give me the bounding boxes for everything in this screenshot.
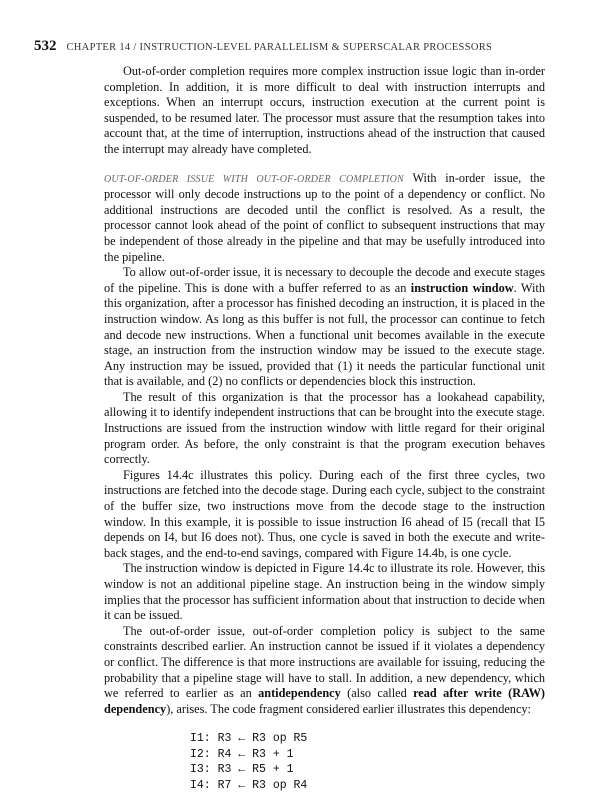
paragraph-window-role: The instruction window is depicted in Figure 14.4c to illustrate its role. However, this window is not an additional pipeline stage. An instruction being in the window simply implies that the processor has sufficient information about that instruction to decide when it can be issued. xyxy=(104,561,545,623)
code-line: I4: R7 ← R3 op R4 xyxy=(190,778,308,792)
paragraph-out-of-order-issue xyxy=(104,171,545,266)
paragraph-lookahead: The result of this organization is that the processor has a lookahead capability, allowing it to identify independent instructions that can be brought into the execute stage. Instructions are issued from the instruction window with little regard for their original program order. As before, the only constraint is that the program execution behaves correctly. xyxy=(104,389,545,467)
paragraph-completion-logic: Out-of-order completion requires more complex instruction issue logic than in-order completion. In addition, it is more difficult to deal with instruction interrupts and exceptions. When an interrupt occurs, instruction execution at the current point is suspended, to be resumed later. The processor must assure that the resumption takes into account that, at the time of interruption, instructions ahead of the instruction that caused the interrupt may already have completed. xyxy=(104,64,545,156)
text-run: To allow out-of-order issue, it is necessary to decouple the decode and execute stages of the pipeline. This is done with a buffer referred to as an xyxy=(104,265,545,295)
page-number: 532 xyxy=(34,38,57,54)
running-header xyxy=(34,37,579,55)
text-run: The out-of-order issue, out-of-order completion policy is subject to the same constraints described earlier. An instruction cannot be issued if it violates a dependency or conflict. The difference is that more instructions are available for issuing, reducing the probability that a pipeline stage will have to stall. In addition, a new dependency, which we referred to earlier as an xyxy=(104,623,545,701)
paragraph-antidependency xyxy=(104,624,545,718)
code-line: I2: R4 ← R3 + 1 xyxy=(190,747,294,761)
text-run: ), arises. The code fragment considered earlier illustrates this dependency: xyxy=(166,701,531,716)
body-text xyxy=(104,64,545,793)
paragraph-text: With in-order issue, the processor will only decode instructions up to the point of a dependency or conflict. No additional instructions are decoded until the conflict is resolved. As a result, the processor cannot look ahead of the point of conflict to subsequent instructions that may be independent of those already in the pipeline and that may be usefully introduced into the pipeline. xyxy=(104,170,545,264)
term-raw-dependency: read after write (RAW) dependency xyxy=(104,686,545,716)
term-instruction-window: instruction window xyxy=(410,280,514,295)
chapter-title: CHAPTER 14 / INSTRUCTION-LEVEL PARALLELISM & SUPERSCALAR PROCESSORS xyxy=(66,42,493,53)
paragraph-figure-14-4c: Figures 14.4c illustrates this policy. During each of the first three cycles, two instructions are fetched into the decode stage. During each cycle, subject to the constraint of the buffer size, two instructions move from the decode stage to the instruction window. In this example, it is possible to issue instruction I6 ahead of I5 (recall that I5 depends on I4, but I6 does not). Thus, one cycle is saved in both the execute and write-back stages, and the end-to-end savings, compared with Figure 14.4b, is one cycle. xyxy=(104,467,545,560)
section-heading: OUT-OF-ORDER ISSUE WITH OUT-OF-ORDER COMPLETION xyxy=(104,173,404,185)
code-fragment xyxy=(190,731,545,793)
paragraph-instruction-window xyxy=(104,265,545,390)
code-line: I3: R3 ← R5 + 1 xyxy=(190,763,294,777)
code-line: I1: R3 ← R3 op R5 xyxy=(190,732,308,746)
term-antidependency: antidependency xyxy=(258,686,341,701)
text-run: (also called xyxy=(340,686,414,701)
text-run: . With this organization, after a processor has finished decoding an instruction, it is placed in the instruction window. As long as this buffer is not full, the processor can continue to fetch and decode new instructions. When a functional unit becomes available in the execute stage, an instruction from the instruction window may be issued to the execute stage. Any instruction may be issued, provided that (1) it needs the particular functional unit that is available, and (2) no conflicts or dependencies block this instruction. xyxy=(104,280,545,389)
